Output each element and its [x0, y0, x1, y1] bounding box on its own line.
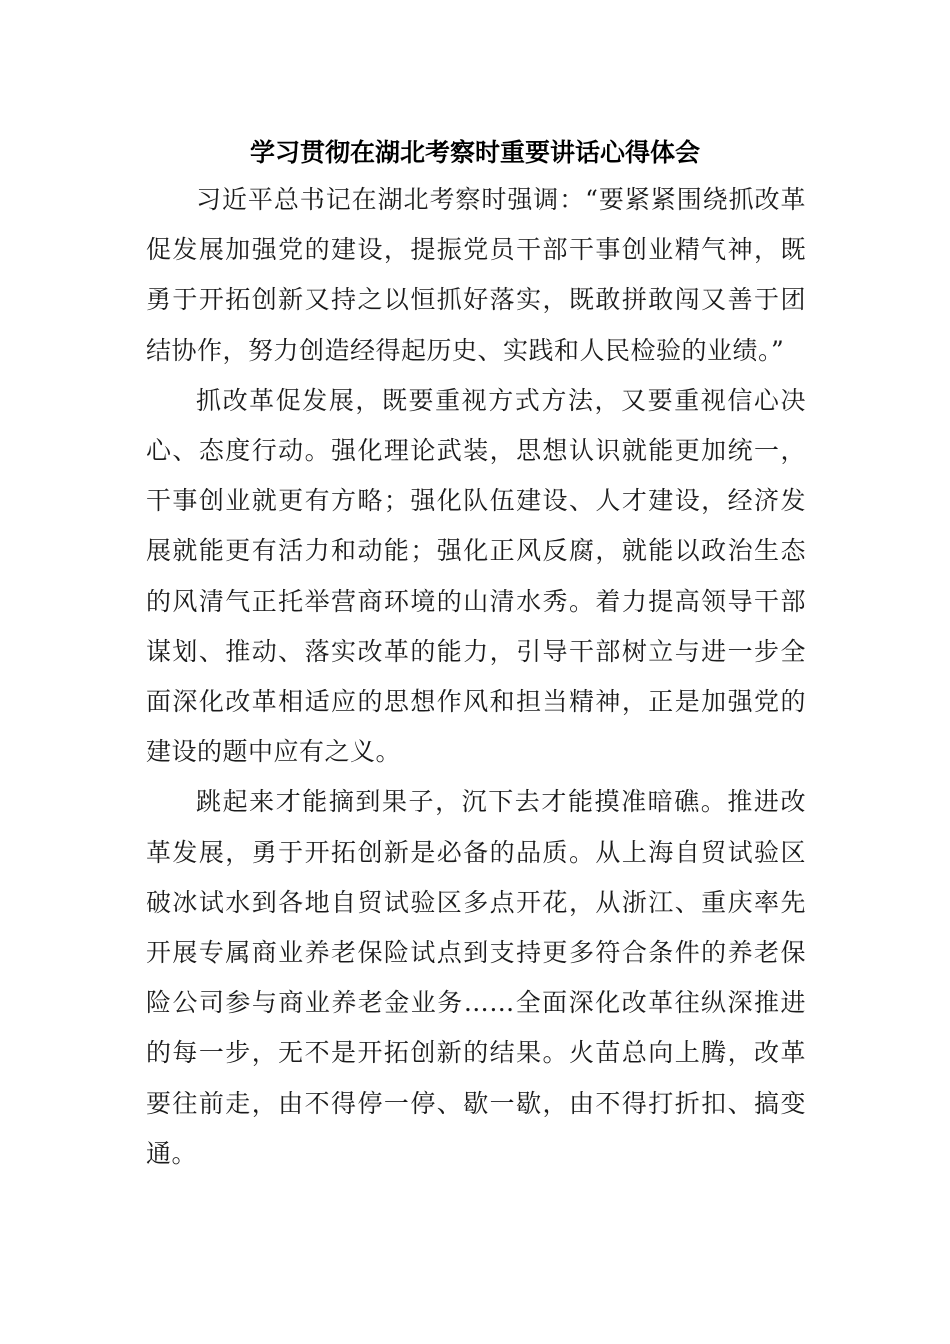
paragraph-2: 抓改革促发展，既要重视方式方法，又要重视信心决心、态度行动。强化理论武装，思想认识就能更加统一，干事创业就更有方略；强化队伍建设、人才建设，经济发展就能更有活力和动能；强化正风反腐，就能以政治生态的风清气正托举营商环境的山清水秀。着力提高领导干部谋划、推动、落实改革的能力，引导干部树立与进一步全面深化改革相适应的思想作风和担当精神，正是加强党的建设的题中应有之义。: [146, 385, 806, 767]
document-title: 学习贯彻在湖北考察时重要讲话心得体会: [249, 138, 700, 167]
document-body: [146, 175, 806, 1179]
paragraph-1: 习近平总书记在湖北考察时强调：“要紧紧围绕抓改革促发展加强党的建设，提振党员干部干事创业精气神，既勇于开拓创新又持之以恒抓好落实，既敢拼敢闯又善于团结协作，努力创造经得起历史、实践和人民检验的业绩。”: [146, 185, 806, 365]
paragraph-3: 跳起来才能摘到果子，沉下去才能摸准暗礁。推进改革发展，勇于开拓创新是必备的品质。从上海自贸试验区破冰试水到各地自贸试验区多点开花，从浙江、重庆率先开展专属商业养老保险试点到支持更多符合条件的养老保险公司参与商业养老金业务……全面深化改革往纵深推进的每一步，无不是开拓创新的结果。火苗总向上腾，改革要往前走，由不得停一停、歇一歇，由不得打折扣、搞变通。: [146, 787, 806, 1168]
